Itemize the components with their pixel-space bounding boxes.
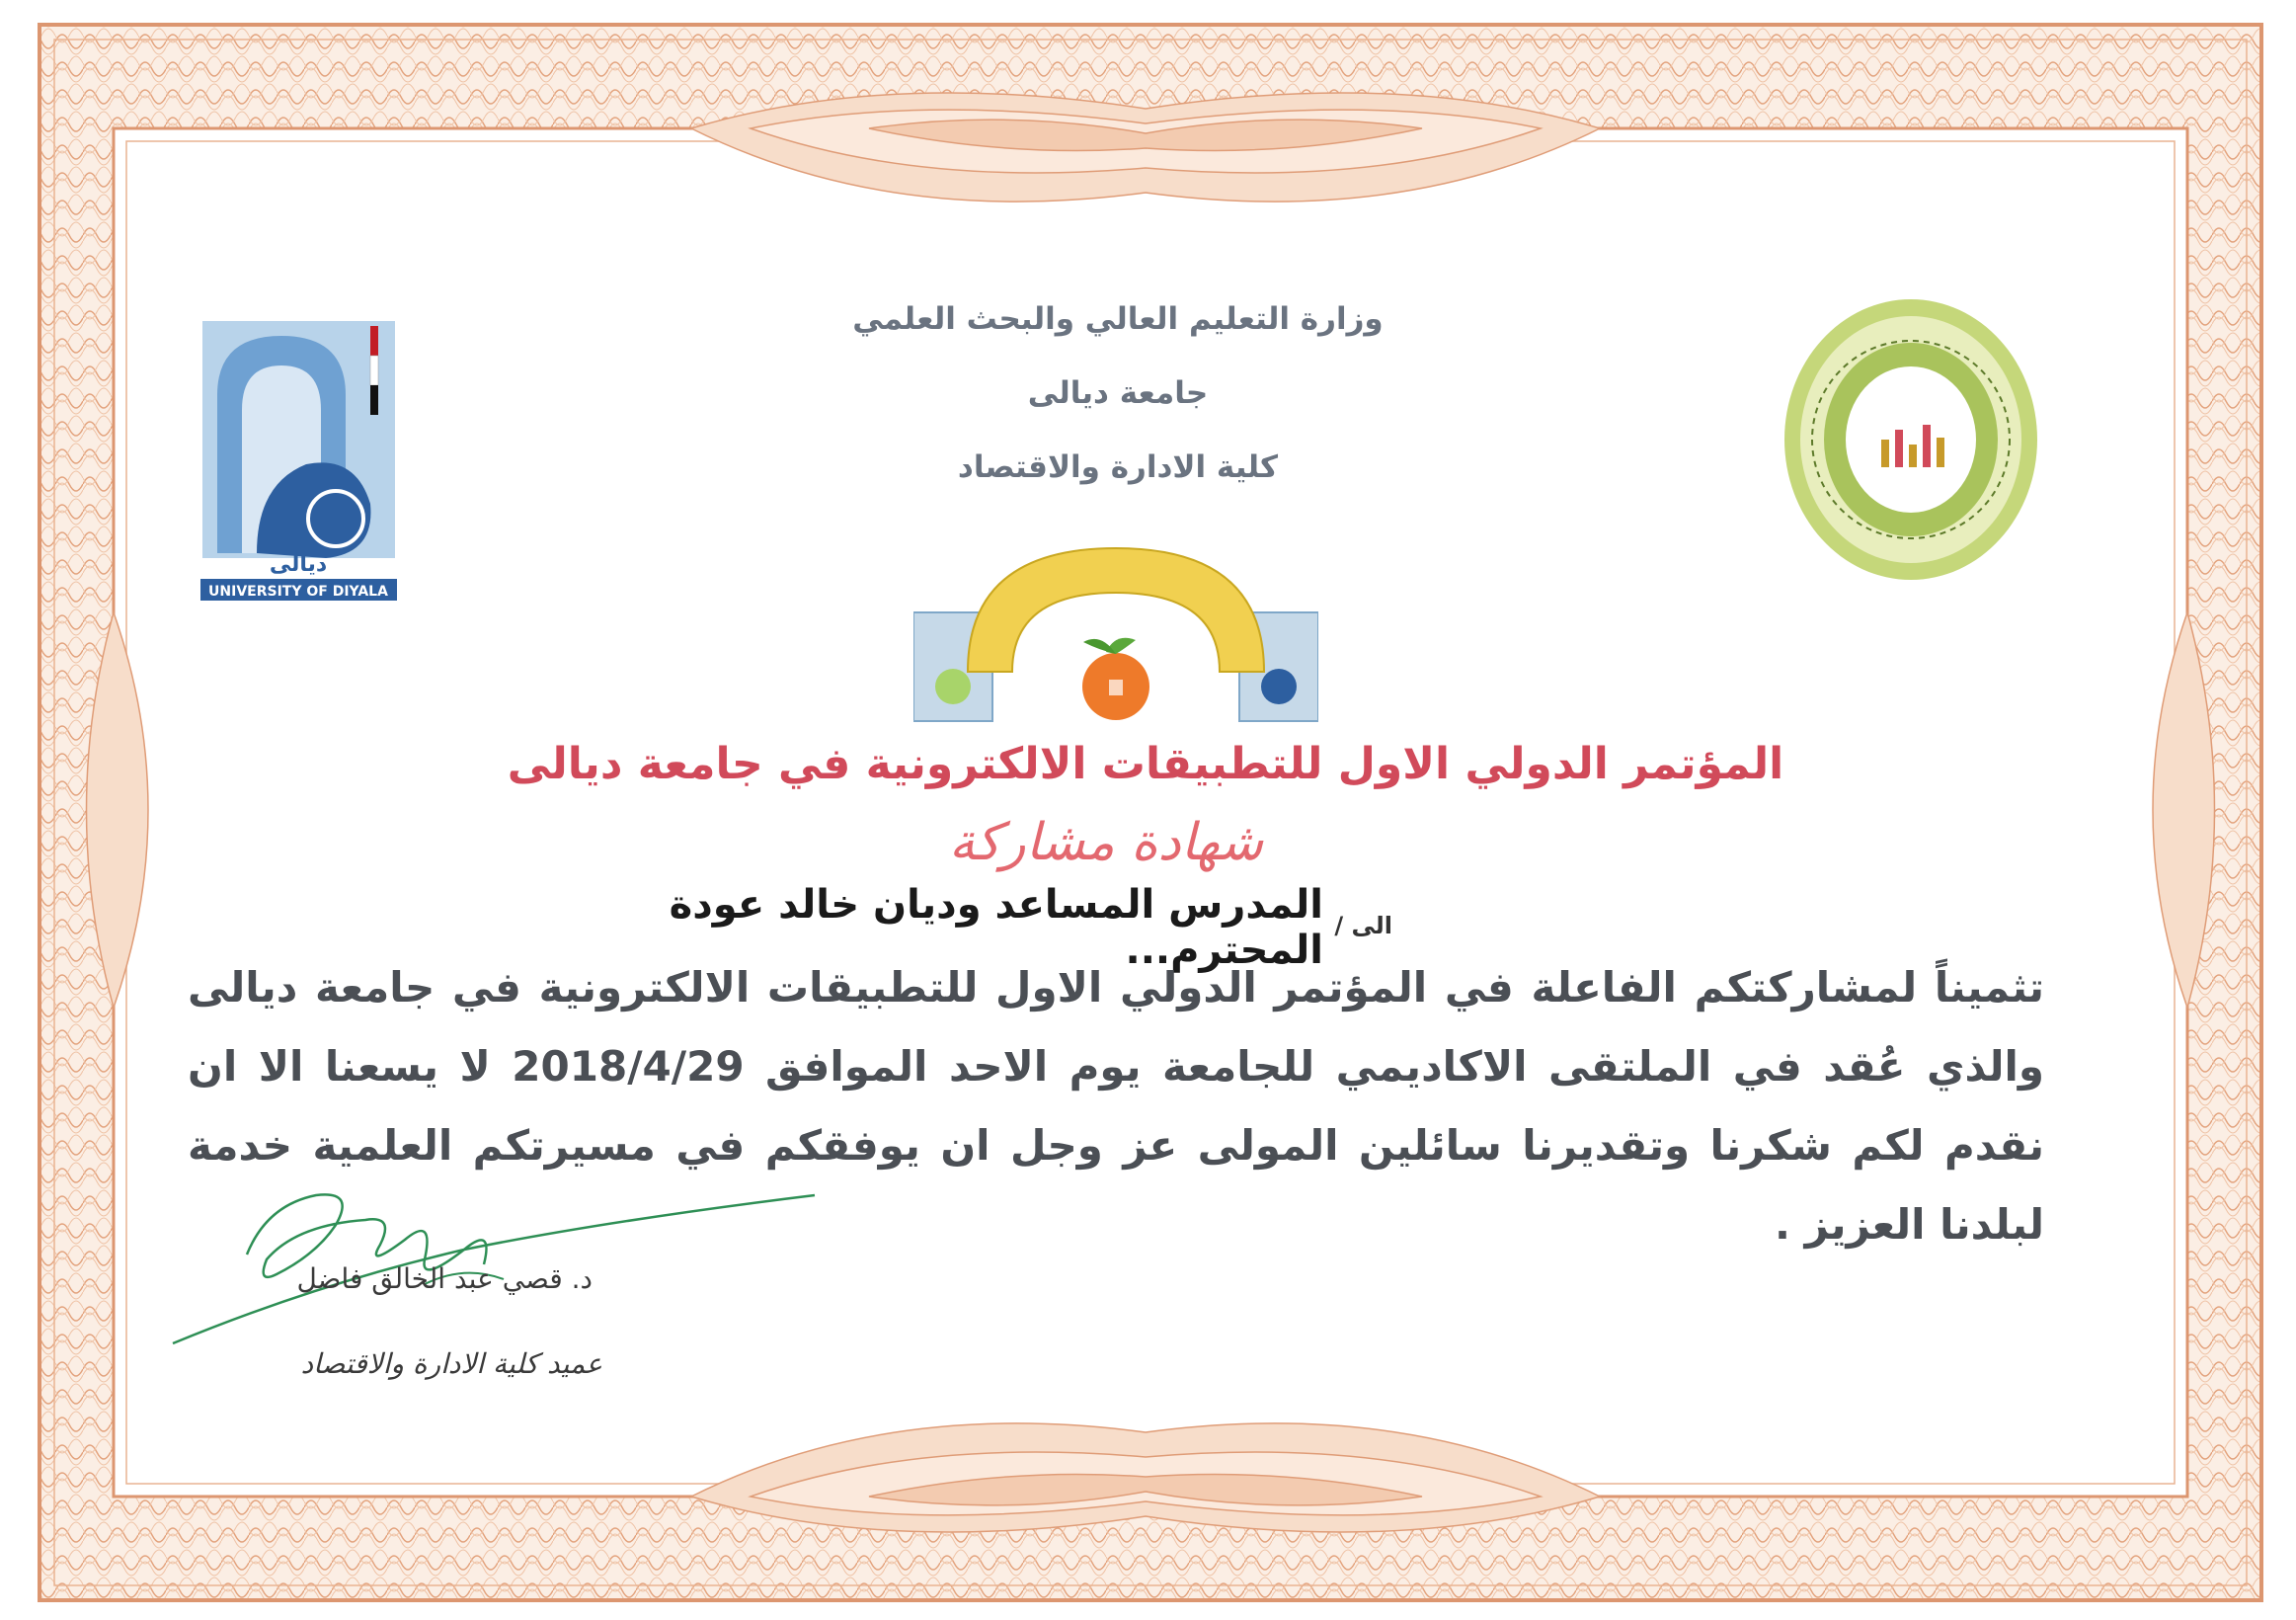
- signatory-name: د. قصي عبد الخالق فاضل: [296, 1262, 593, 1295]
- logo-english-text: UNIVERSITY OF DIYALA: [208, 584, 388, 600]
- recipient-name: المدرس المساعد وديان خالد عودة المحترم...: [669, 882, 1323, 973]
- college-seal-logo: [1778, 291, 2044, 588]
- university-of-diyala-logo: [198, 316, 400, 603]
- ministry-name: وزارة التعليم العالي والبحث العلمي: [852, 301, 1384, 337]
- conference-emblem: [913, 524, 1318, 736]
- conference-title: المؤتمر الدولي الاول للتطبيقات الالكترونية في جامعة ديالى: [507, 739, 1784, 789]
- certificate-title: شهادة مشاركة: [948, 813, 1264, 872]
- college-name: كلية الادارة والاقتصاد: [957, 449, 1279, 485]
- certificate-body: تثميناً لمشاركتكم الفاعلة في المؤتمر الدولي الاول للتطبيقات الالكترونية في جامعة ديالى والذي عُقد في الملتقى الاكاديمي للجامعة يوم الاحد الموافق 2018/4/29 لا يسعنا الا ان نقدم لكم شكرنا وتقديرنا سائلين المولى عز وجل ان يوفقكم في مسيرتكم العلمية خدمة لبلدنا العزيز .: [188, 963, 2044, 1249]
- to-label: الى /: [1334, 912, 1392, 939]
- signatory-title: عميد كلية الادارة والاقتصاد: [300, 1347, 602, 1380]
- logo-arabic-text: ديالى: [269, 552, 328, 577]
- university-name: جامعة ديالى: [1027, 375, 1209, 411]
